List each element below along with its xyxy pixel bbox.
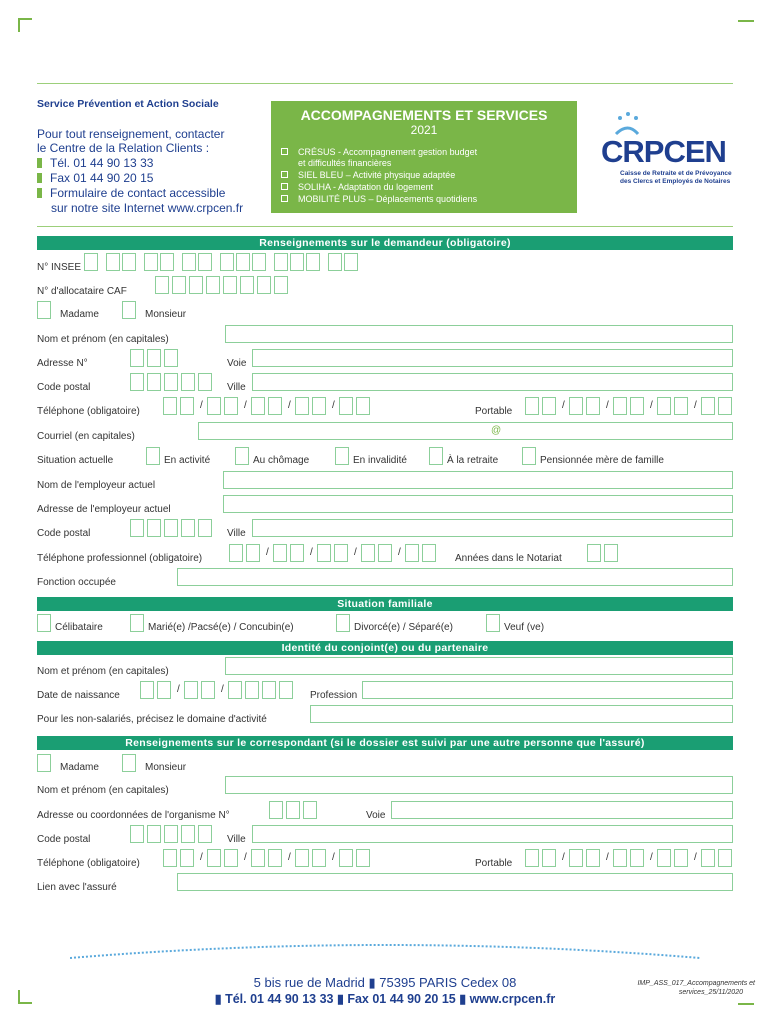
corr-tel-label: Téléphone (obligatoire) [37,858,140,869]
char-box[interactable] [252,253,266,271]
invalidite-checkbox[interactable] [335,447,349,465]
services-title: ACCOMPAGNEMENTS ET SERVICES [300,107,548,123]
separator-slash: / [650,852,653,863]
corr-nom-label: Nom et prénom (en capitales) [37,785,169,796]
char-box[interactable] [155,276,169,294]
service-item: MOBILITÉ PLUS – Déplacements quotidiens [281,194,477,204]
adresse-label: Adresse N° [37,358,88,369]
char-box[interactable] [339,849,353,867]
service-item: CRÉSUS - Accompagnement gestion budget [281,147,477,157]
employeur-label: Nom de l'employeur actuel [37,480,156,491]
char-box[interactable] [245,681,259,699]
char-box[interactable] [236,253,250,271]
separator-slash: / [288,400,291,411]
chomage-checkbox[interactable] [235,447,249,465]
adr-employeur-label: Adresse de l'employeur actuel [37,504,171,515]
char-box[interactable] [718,397,732,415]
char-box[interactable] [718,849,732,867]
char-box[interactable] [84,253,98,271]
char-box[interactable] [279,681,293,699]
corr-monsieur-label: Monsieur [145,762,187,773]
crpcen-logo [598,108,738,198]
nom-label: Nom et prénom (en capitales) [37,334,169,345]
separator-slash: / [694,852,697,863]
char-box[interactable] [246,544,260,562]
conjoint-nom-label: Nom et prénom (en capitales) [37,666,169,677]
tel-pro-label: Téléphone professionnel (obligatoire) [37,553,203,564]
char-box[interactable] [251,397,265,415]
char-box[interactable] [164,825,178,843]
separator-slash: / [650,400,653,411]
char-box[interactable] [224,397,238,415]
form-line: sur notre site Internet www.crpcen.fr [51,201,244,215]
char-box[interactable] [290,544,304,562]
separator-slash: / [200,400,203,411]
char-box[interactable] [422,544,436,562]
footer-wave-icon [70,940,700,970]
char-box[interactable] [189,276,203,294]
char-box[interactable] [220,253,234,271]
char-box[interactable] [405,544,419,562]
char-box[interactable] [198,519,212,537]
char-box[interactable] [198,253,212,271]
monsieur-checkbox[interactable] [122,301,136,319]
char-box[interactable] [361,544,375,562]
char-box[interactable] [274,253,288,271]
char-box[interactable] [630,397,644,415]
cp2-label: Code postal [37,528,91,539]
char-box[interactable] [286,801,300,819]
marie-checkbox[interactable] [130,614,144,632]
separator-slash: / [288,852,291,863]
corr-madame-label: Madame [60,762,99,773]
char-box[interactable] [184,681,198,699]
char-box[interactable] [144,253,158,271]
char-box[interactable] [604,544,618,562]
employeur-input[interactable] [223,471,733,489]
char-box[interactable] [657,397,671,415]
en-activite-checkbox[interactable] [146,447,160,465]
char-box[interactable] [181,373,195,391]
char-box[interactable] [290,253,304,271]
char-box[interactable] [312,849,326,867]
services-box [271,101,577,213]
char-box[interactable] [525,849,539,867]
char-box[interactable] [295,397,309,415]
checkbox-icon [281,171,288,178]
separator-slash: / [221,684,224,695]
corr-monsieur-checkbox[interactable] [122,754,136,772]
char-box[interactable] [274,276,288,294]
service-item: SIEL BLEU – Activité physique adaptée [281,170,455,180]
char-box[interactable] [198,825,212,843]
corr-portable-label: Portable [475,858,513,869]
footer-contact: ▮ Tél. 01 44 90 13 33 ▮ Fax 01 44 90 20 15 ▮ www.crpcen.fr [214,992,556,1006]
chomage-label: Au chômage [253,455,310,466]
char-box[interactable] [542,849,556,867]
char-box[interactable] [206,276,220,294]
section-header-demandeur: Renseignements sur le demandeur (obligatoire) [37,236,733,250]
char-box[interactable] [163,849,177,867]
char-box[interactable] [224,849,238,867]
non-salaries-label: Pour les non-salariés, précisez le domaine d'activité [37,714,267,725]
corr-madame-checkbox[interactable] [37,754,51,772]
section-header-correspondant: Renseignements sur le correspondant (si le dossier est suivi par une autre personne que l'assuré) [37,736,733,750]
caf-label: N° d'allocataire CAF [37,286,127,297]
service-item: SOLIHA - Adaptation du logement [281,182,433,192]
char-box[interactable] [198,373,212,391]
char-box[interactable] [312,397,326,415]
char-box[interactable] [701,397,715,415]
info-line: Pour tout renseignement, contacter [37,127,225,141]
char-box[interactable] [229,544,243,562]
char-box[interactable] [586,849,600,867]
char-box[interactable] [657,849,671,867]
char-box[interactable] [268,397,282,415]
pensionnee-label: Pensionnée mère de famille [540,455,664,466]
madame-checkbox[interactable] [37,301,51,319]
voie-input[interactable] [252,349,733,367]
service-title: Service Prévention et Action Sociale [37,98,219,110]
retraite-checkbox[interactable] [429,447,443,465]
nom-input[interactable] [225,325,733,343]
veuf-checkbox[interactable] [486,614,500,632]
char-box[interactable] [262,681,276,699]
char-box[interactable] [303,801,317,819]
corr-adresse-label: Adresse ou coordonnées de l'organisme N° [37,810,230,821]
char-box[interactable] [328,253,342,271]
crop-mark [18,18,32,32]
adr-employeur-input[interactable] [223,495,733,513]
char-box[interactable] [356,849,370,867]
logo-text: CRPCEN [601,134,726,169]
char-box[interactable] [180,397,194,415]
corr-cp-label: Code postal [37,834,91,845]
char-box[interactable] [240,276,254,294]
char-box[interactable] [201,681,215,699]
crop-mark [738,20,754,22]
char-box[interactable] [269,801,283,819]
corr-voie-label: Voie [366,810,386,821]
separator-slash: / [332,852,335,863]
profession-input[interactable] [362,681,733,699]
char-box[interactable] [172,276,186,294]
char-box[interactable] [674,397,688,415]
courriel-input[interactable] [198,422,733,440]
separator-slash: / [694,400,697,411]
char-box[interactable] [525,397,539,415]
separator-slash: / [354,547,357,558]
corr-voie-input[interactable] [391,801,733,819]
char-box[interactable] [223,276,237,294]
char-box[interactable] [613,397,627,415]
bullet-icon [37,188,42,198]
char-box[interactable] [147,825,161,843]
char-box[interactable] [130,519,144,537]
footer-ref: services_25/11/2020 [678,989,743,996]
char-box[interactable] [164,349,178,367]
conjoint-nom-input[interactable] [225,657,733,675]
checkbox-icon [281,195,288,202]
char-box[interactable] [207,849,221,867]
annees-label: Années dans le Notariat [455,553,562,564]
char-box[interactable] [542,397,556,415]
crop-mark [18,990,32,1004]
tel-line: Tél. 01 44 90 13 33 [37,156,153,170]
service-item: et difficultés financières [298,158,392,168]
ville-label: Ville [227,382,246,393]
monsieur-label: Monsieur [145,309,187,320]
char-box[interactable] [147,349,161,367]
corr-ville-input[interactable] [252,825,733,843]
char-box[interactable] [160,253,174,271]
pensionnee-checkbox[interactable] [522,447,536,465]
char-box[interactable] [701,849,715,867]
char-box[interactable] [207,397,221,415]
separator-slash: / [266,547,269,558]
cp-label: Code postal [37,382,91,393]
separator-slash: / [398,547,401,558]
bullet-icon [37,158,42,168]
char-box[interactable] [317,544,331,562]
char-box[interactable] [613,849,627,867]
char-box[interactable] [586,397,600,415]
char-box[interactable] [181,519,195,537]
separator-slash: / [310,547,313,558]
separator-slash: / [332,400,335,411]
fonction-input[interactable] [177,568,733,586]
separator-slash: / [244,400,247,411]
divorce-label: Divorcé(e) / Séparé(e) [354,622,453,633]
ville2-input[interactable] [252,519,733,537]
ville2-label: Ville [227,528,246,539]
char-box[interactable] [630,849,644,867]
retraite-label: À la retraite [447,455,499,466]
char-box[interactable] [569,397,583,415]
divider [37,226,733,227]
invalidite-label: En invalidité [353,455,407,466]
corr-nom-input[interactable] [225,776,733,794]
ville-input[interactable] [252,373,733,391]
services-year: 2021 [410,123,438,137]
separator-slash: / [244,852,247,863]
corr-ville-label: Ville [227,834,246,845]
divider [37,83,733,84]
checkbox-icon [281,183,288,190]
char-box[interactable] [378,544,392,562]
separator-slash: / [606,852,609,863]
portable-label: Portable [475,406,513,417]
char-box[interactable] [356,397,370,415]
crop-mark [738,1003,754,1005]
separator-slash: / [177,684,180,695]
info-line: le Centre de la Relation Clients : [37,141,210,155]
char-box[interactable] [164,519,178,537]
fax-line: Fax 01 44 90 20 15 [37,171,153,185]
char-box[interactable] [147,373,161,391]
char-box[interactable] [251,849,265,867]
char-box[interactable] [295,849,309,867]
insee-label: N° INSEE [37,262,82,273]
char-box[interactable] [344,253,358,271]
checkbox-icon [281,148,288,155]
char-box[interactable] [182,253,196,271]
char-box[interactable] [180,849,194,867]
char-box[interactable] [140,681,154,699]
logo-tagline: Caisse de Retraite et de Prévoyance [620,170,732,177]
marie-label: Marié(e) /Pacsé(e) / Concubin(e) [148,622,294,633]
char-box[interactable] [181,825,195,843]
char-box[interactable] [130,349,144,367]
char-box[interactable] [147,519,161,537]
char-box[interactable] [587,544,601,562]
char-box[interactable] [306,253,320,271]
char-box[interactable] [268,849,282,867]
at-icon: @ [491,425,502,436]
char-box[interactable] [334,544,348,562]
char-box[interactable] [163,397,177,415]
lien-input[interactable] [177,873,733,891]
char-box[interactable] [339,397,353,415]
char-box[interactable] [674,849,688,867]
char-box[interactable] [106,253,120,271]
char-box[interactable] [164,373,178,391]
madame-label: Madame [60,309,99,320]
celibataire-label: Célibataire [55,622,103,633]
divorce-checkbox[interactable] [336,614,350,632]
char-box[interactable] [228,681,242,699]
char-box[interactable] [569,849,583,867]
footer-address: 5 bis rue de Madrid ▮ 75395 PARIS Cedex 08 [253,975,517,990]
lien-label: Lien avec l'assuré [37,882,117,893]
char-box[interactable] [273,544,287,562]
form-line: Formulaire de contact accessible [37,186,225,200]
bullet-icon [37,173,42,183]
tel-label: Téléphone (obligatoire) [37,406,140,417]
situation-label: Situation actuelle [37,455,114,466]
section-header-situation: Situation familiale [37,597,733,611]
celibataire-checkbox[interactable] [37,614,51,632]
voie-label: Voie [227,358,247,369]
char-box[interactable] [157,681,171,699]
char-box[interactable] [130,825,144,843]
naissance-label: Date de naissance [37,690,120,701]
char-box[interactable] [257,276,271,294]
veuf-label: Veuf (ve) [504,622,545,633]
courriel-label: Courriel (en capitales) [37,431,135,442]
separator-slash: / [562,400,565,411]
separator-slash: / [606,400,609,411]
char-box[interactable] [122,253,136,271]
section-header-conjoint: Identité du conjoint(e) ou du partenaire [37,641,733,655]
separator-slash: / [562,852,565,863]
separator-slash: / [200,852,203,863]
en-activite-label: En activité [164,455,211,466]
logo-tagline: des Clercs et Employés de Notaires [620,178,731,185]
char-box[interactable] [130,373,144,391]
footer-ref: IMP_ASS_017_Accompagnements et [637,980,755,987]
domaine-input[interactable] [310,705,733,723]
profession-label: Profession [310,690,358,701]
fonction-label: Fonction occupée [37,577,116,588]
